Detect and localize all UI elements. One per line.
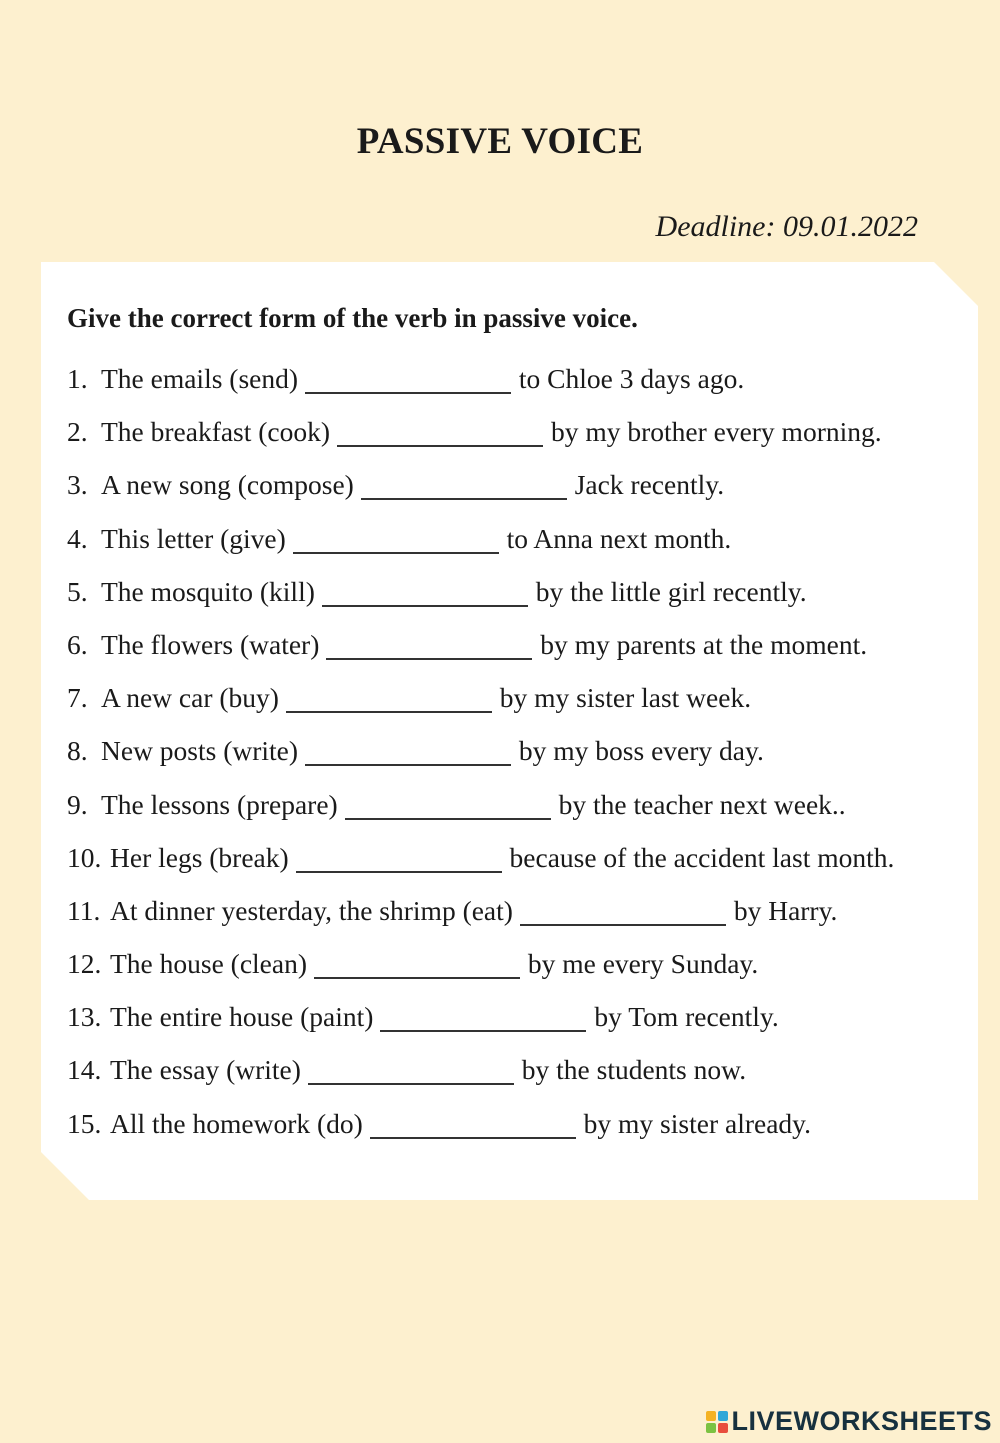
exercise-item — [67, 352, 894, 405]
answer-blank[interactable] — [370, 1109, 576, 1139]
exercise-prompt: A new song (compose) — [101, 469, 354, 501]
page-title: PASSIVE VOICE — [356, 121, 644, 162]
deadline: Deadline: 09.01.2022 — [655, 210, 918, 243]
logo-text: LIVEWORKSHEETS — [731, 1406, 992, 1436]
exercise-continuation: Jack recently. — [574, 469, 725, 501]
liveworksheets-logo[interactable] — [706, 1406, 992, 1437]
exercise-prompt: The emails (send) — [101, 363, 299, 394]
exercise-number: 14. — [67, 1054, 102, 1086]
exercise-continuation: to Chloe 3 days ago. — [518, 363, 745, 394]
exercise-number: 11. — [67, 894, 101, 926]
exercise-item — [67, 671, 894, 724]
exercise-prompt: Her legs (break) — [110, 841, 289, 873]
exercise-number: 4. — [67, 522, 88, 554]
exercise-item — [67, 1097, 894, 1150]
exercise-prompt: The mosquito (kill) — [101, 575, 315, 607]
exercise-item — [67, 458, 894, 511]
exercise-item — [67, 724, 894, 777]
liveworksheets-logo-icon — [706, 1411, 728, 1433]
exercise-continuation: to Anna next month. — [506, 522, 732, 554]
exercise-number: 8. — [67, 735, 88, 767]
exercise-prompt: The entire house (paint) — [110, 1001, 374, 1033]
exercise-item — [67, 1043, 894, 1096]
logo-square — [706, 1411, 716, 1421]
exercise-list — [67, 352, 894, 1150]
exercise-continuation: by my brother every morning. — [550, 416, 882, 448]
exercise-prompt: The essay (write) — [110, 1054, 301, 1086]
answer-blank[interactable] — [296, 843, 502, 873]
exercise-number: 9. — [67, 788, 88, 820]
exercise-continuation: by the little girl recently. — [535, 575, 807, 607]
exercise-prompt: At dinner yesterday, the shrimp (eat) — [110, 894, 513, 926]
exercise-continuation: by me every Sunday. — [527, 948, 759, 980]
exercise-item — [67, 565, 894, 618]
exercise-item — [67, 618, 894, 671]
exercise-number: 7. — [67, 682, 88, 714]
exercise-number: 10. — [67, 841, 102, 873]
answer-blank[interactable] — [345, 790, 551, 820]
answer-blank[interactable] — [314, 949, 520, 979]
exercise-prompt: New posts (write) — [101, 735, 299, 767]
exercise-number: 3. — [67, 469, 88, 501]
exercise-continuation: by my boss every day. — [518, 735, 764, 767]
exercise-continuation: by the teacher next week.. — [558, 788, 846, 820]
answer-blank[interactable] — [337, 417, 543, 447]
exercise-item — [67, 884, 894, 937]
exercise-number: 5. — [67, 575, 88, 607]
exercise-prompt: The house (clean) — [110, 948, 307, 980]
answer-blank[interactable] — [520, 896, 726, 926]
answer-blank[interactable] — [326, 630, 532, 660]
exercise-number: 12. — [67, 948, 102, 980]
exercise-prompt: A new car (buy) — [101, 682, 279, 714]
exercise-number: 2. — [67, 416, 88, 448]
exercise-item — [67, 937, 894, 990]
exercise-continuation: by Tom recently. — [594, 1001, 779, 1033]
answer-blank[interactable] — [305, 364, 511, 394]
exercise-continuation: because of the accident last month. — [509, 841, 895, 873]
logo-square — [718, 1423, 728, 1433]
answer-blank[interactable] — [322, 577, 528, 607]
exercise-continuation: by my sister last week. — [499, 682, 752, 714]
exercise-item — [67, 831, 894, 884]
answer-blank[interactable] — [361, 470, 567, 500]
exercise-number: 6. — [67, 628, 88, 660]
exercise-continuation: by my parents at the moment. — [540, 628, 868, 660]
exercise-item — [67, 405, 894, 458]
exercise-number: 15. — [67, 1107, 102, 1139]
instruction-text: Give the correct form of the verb in passive voice. — [67, 303, 638, 333]
exercise-number: 1. — [67, 363, 88, 394]
answer-blank[interactable] — [380, 1002, 586, 1032]
exercise-prompt: The lessons (prepare) — [101, 788, 338, 820]
exercise-number: 13. — [67, 1001, 102, 1033]
answer-blank[interactable] — [286, 683, 492, 713]
exercise-prompt: The breakfast (cook) — [101, 416, 331, 448]
exercise-item — [67, 512, 894, 565]
exercise-continuation: by the students now. — [521, 1054, 747, 1086]
exercise-item — [67, 990, 894, 1043]
logo-square — [706, 1423, 716, 1433]
exercise-prompt: The flowers (water) — [101, 628, 320, 660]
exercise-prompt: This letter (give) — [101, 522, 286, 554]
exercise-item — [67, 778, 894, 831]
exercise-continuation: by Harry. — [733, 894, 838, 926]
answer-blank[interactable] — [305, 736, 511, 766]
answer-blank[interactable] — [308, 1055, 514, 1085]
answer-blank[interactable] — [293, 524, 499, 554]
exercise-prompt: All the homework (do) — [110, 1107, 363, 1139]
exercise-continuation: by my sister already. — [583, 1107, 811, 1139]
logo-square — [718, 1411, 728, 1421]
